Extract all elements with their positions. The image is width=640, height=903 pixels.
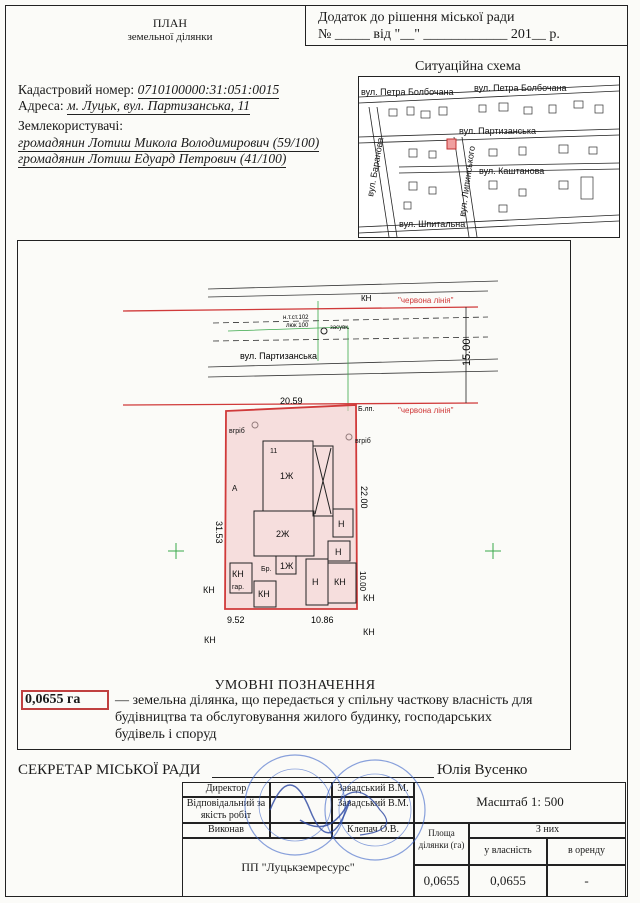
lease-value: -	[547, 865, 626, 897]
plan-box	[17, 240, 571, 750]
label-kn-3: КН	[334, 577, 346, 587]
label-gar: гар.	[232, 584, 245, 591]
plan-title: ПЛАН	[152, 16, 188, 30]
label-a: А	[232, 484, 238, 493]
kn-left-2: КН	[204, 635, 216, 645]
company-name: ПП "Луцькземресурс"	[182, 838, 414, 897]
area-value: 0,0655	[414, 865, 469, 897]
owned-col-header: у власність	[469, 838, 547, 865]
plan-street-label: вул. Партизанська	[240, 351, 318, 361]
of-them-header: З них	[469, 823, 626, 838]
zasuvka-label: засувк.	[330, 325, 350, 331]
parcel-marker	[447, 139, 456, 149]
label-n3: Н	[312, 577, 319, 587]
label-kn-gar: КН	[232, 569, 244, 579]
plan-title-block	[70, 16, 270, 44]
sit-street-shpytalna: вул. Шпитальна	[399, 219, 466, 229]
dim-1086: 10.86	[311, 615, 334, 625]
cadastral-label: Кадастровий номер:	[18, 82, 135, 97]
dim-2200: 22.00	[359, 486, 369, 509]
legend-text: — земельна ділянка, що передається у спільну часткову власність для будівництва та обслуговування жилого будинку, господарських будівель і споруд	[115, 693, 533, 742]
label-11: 11	[270, 448, 278, 455]
owned-value: 0,0655	[469, 865, 547, 897]
label-2zh: 2Ж	[276, 529, 290, 539]
red-line-top	[123, 307, 478, 311]
cadastral-row	[18, 82, 279, 98]
addendum-line1: Додаток до рішення міської ради	[318, 10, 515, 25]
label-vgrib-left: вгріб	[229, 428, 245, 435]
blp-label: Б.лп.	[358, 406, 375, 413]
secretary-label: СЕКРЕТАР МІСЬКОЇ РАДИ	[18, 762, 201, 778]
dim-952: 9.52	[227, 615, 245, 625]
legend-area: 0,0655 га	[21, 690, 109, 710]
area-col-header: Площа ділянки (га)	[414, 823, 469, 865]
kn-top: КН	[361, 294, 372, 303]
director-name: Завадський В.М.	[332, 782, 414, 797]
kn-left-1: КН	[203, 585, 215, 595]
executor-name: Клепач О.В.	[332, 823, 414, 838]
user2: громадянин Лотиш Едуард Петрович (41/100)	[18, 151, 287, 166]
plan-subtitle: земельної ділянки	[127, 31, 213, 43]
sit-street-kashtanova: вул. Каштанова	[479, 166, 545, 176]
station-label: н.т.ст.102	[283, 315, 309, 321]
lease-col-header: в оренду	[547, 838, 626, 865]
scale-label: Масштаб 1: 500	[414, 782, 626, 823]
plan-svg	[18, 241, 570, 749]
sit-street-bolbochana-1: вул. Петра Болбочана	[361, 87, 454, 97]
address-label: Адреса:	[18, 98, 64, 113]
users-label: Землекористувачі:	[18, 118, 124, 133]
sit-street-baranova: вул. Баранова	[365, 136, 386, 198]
red-line-bottom-label: "червона лінія"	[398, 406, 454, 415]
addendum-line2: № _____ від "__" ____________ 201__ р.	[318, 27, 560, 42]
kn-right: КН	[363, 593, 375, 603]
dim-2059: 20.59	[280, 396, 303, 406]
dim-15: 15.00	[461, 338, 473, 366]
label-uzh: 1Ж	[280, 561, 294, 571]
address-row	[18, 98, 250, 114]
address-value: м. Луцьк, вул. Партизанська, 11	[66, 98, 250, 113]
user2-row	[18, 151, 286, 167]
sit-street-partyzanska: вул. Партизанська	[459, 126, 537, 136]
red-line-top-label: "червона лінія"	[398, 296, 454, 305]
hatch-label: люк 100	[286, 323, 309, 329]
executor-label: Виконав	[182, 823, 270, 838]
situation-map-svg	[359, 77, 619, 237]
sit-street-bolbochana-2: вул. Петра Болбочана	[474, 83, 567, 93]
dim-3153: 31.53	[214, 521, 224, 544]
situation-title: Ситуаційна схема	[415, 59, 521, 74]
situation-map	[358, 76, 620, 238]
stamp-seal	[240, 740, 440, 900]
user1: громадянин Лотиш Микола Володимирович (59/100)	[18, 135, 320, 150]
sit-street-lypynskoho: вул. Липинського	[457, 145, 477, 218]
label-n2: Н	[335, 547, 342, 557]
user1-row	[18, 135, 319, 151]
label-1zh: 1Ж	[280, 471, 294, 481]
cadastral-value: 0710100000:31:051:0015	[137, 82, 280, 97]
secretary-name: Юлія Вусенко	[437, 762, 528, 778]
label-vgrib-right: вгріб	[355, 438, 371, 445]
legend-title: УМОВНІ ПОЗНАЧЕННЯ	[214, 678, 376, 693]
director-label: Директор	[182, 782, 270, 797]
responsible-label: Відповідальний за якість робіт	[182, 797, 270, 823]
label-n1: Н	[338, 519, 345, 529]
kn-right-2: КН	[363, 627, 375, 637]
dim-1000: 10.00	[358, 571, 367, 592]
label-br: Бр.	[261, 566, 272, 573]
label-kn-2: КН	[258, 589, 270, 599]
addendum-block	[305, 6, 627, 46]
responsible-name: Завадський В.М.	[332, 797, 414, 823]
